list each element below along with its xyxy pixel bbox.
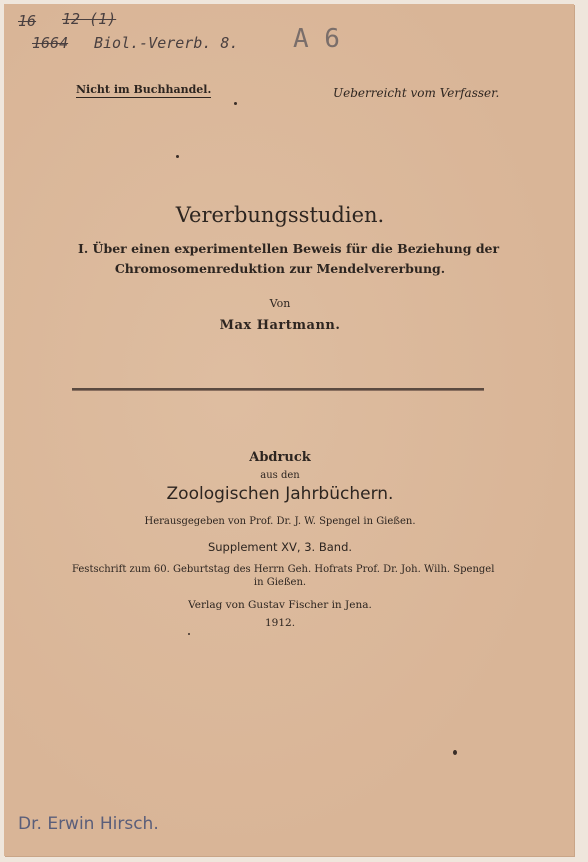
editor-line: Herausgegeben von Prof. Dr. J. W. Spengel in Gießen. [144, 516, 416, 527]
journal-title: Zoologischen Jahrbüchern. [166, 484, 394, 504]
handwritten-subject-note: Biol.-Vererb. 8. [94, 34, 239, 52]
reprint-label: Abdruck [249, 450, 311, 465]
supplement-line: Supplement XV, 3. Band. [207, 540, 353, 554]
subtitle-line-2: Chromosomenreduktion zur Mendelvererbung. [114, 261, 446, 276]
year: 1912. [264, 617, 296, 629]
not-for-sale-notice: Nicht im Buchhandel. [76, 83, 212, 96]
presented-by-author-notice: Ueberreicht vom Verfasser. [333, 86, 500, 100]
paper-speck [453, 750, 457, 755]
paper-speck [176, 155, 179, 158]
main-title: Vererbungsstudien. [175, 203, 385, 227]
by-label: Von [269, 297, 291, 310]
handwritten-shelf-mark: A 6 [293, 24, 340, 54]
paper-speck [188, 633, 190, 635]
festschrift-line-1: Festschrift zum 60. Geburtstag des Herrn Geh. Hofrats Prof. Dr. Joh. Wilh. Spengel [72, 564, 495, 575]
paper-speck [234, 102, 237, 105]
owner-stamp: Dr. Erwin Hirsch. [18, 814, 159, 834]
author-name: Max Hartmann. [219, 318, 341, 333]
document-page [4, 4, 574, 856]
handwritten-number-struck-2: 12 (1) [62, 10, 117, 28]
from-label: aus den [260, 470, 300, 481]
festschrift-line-2: in Gießen. [253, 577, 307, 588]
handwritten-number-struck: 16 [18, 12, 37, 30]
publisher-line: Verlag von Gustav Fischer in Jena. [188, 599, 372, 611]
subtitle-line-1: I. Über einen experimentellen Beweis für die Beziehung der [78, 241, 500, 256]
divider-rule [72, 388, 484, 391]
handwritten-code-struck: 1664 [32, 34, 69, 52]
